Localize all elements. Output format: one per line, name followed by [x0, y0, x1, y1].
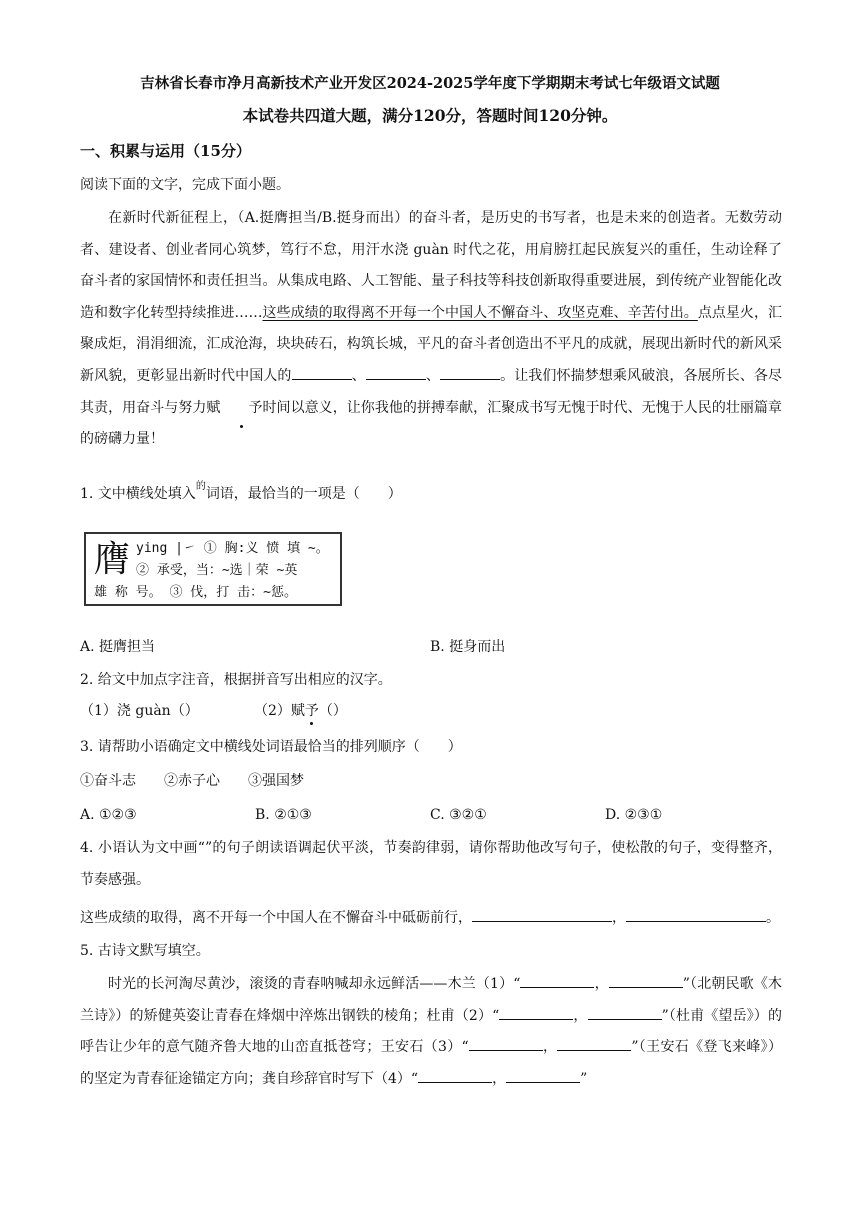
q3-items: ①奋斗志 ②赤子心 ③强国梦	[80, 773, 304, 789]
q3-option-b[interactable]: B. ②①③	[255, 807, 312, 823]
q1-stem: 1. 文中横线处填入$^的$词语，最恰当的一项是（ ）	[80, 481, 402, 502]
q1-option-b[interactable]: B. 挺身而出	[430, 639, 506, 655]
dotted-char: 予	[220, 393, 262, 425]
passage-part2: 点点星火，汇聚成炬，涓涓细流，汇成沧海，块块砖石，构筑长城，平凡的奋斗者创造出不平凡的成就，展现出新时代的新风采新风貌，更彰显出新时代中国人的	[80, 304, 783, 384]
dict-line-3: 雄 称 号。 ③ 伐，打 击：~惩。	[94, 585, 297, 600]
q2-part2[interactable]: （2）赋予（）	[254, 703, 347, 719]
passage-part3a: 。让我们怀揣梦想乘风破浪，各展所长、各尽其责，用奋斗与努力赋	[80, 367, 783, 416]
passage-part1: 在新时代新征程上，（A.挺膺担当/B.挺身而出）的奋斗者，是历史的书写者，也是未来的创造者。无数劳动者、建设者、创业者同心筑梦，笃行不怠，用汗水浇 guàn 时代之花，用肩膀扛起民族复兴的重任，生动诠释了奋斗者的家国情怀和责任担当。从集成电路、人工智能、量子科技等科技创新取得重要进展，到传统产业智能化改造和数字化转型持续推进……	[80, 210, 782, 321]
exam-title: 吉林省长春市净月高新技术产业开发区2024-2025学年度下学期期末考试七年级语文试题	[140, 75, 720, 92]
q5-blank-2a[interactable]	[499, 1005, 573, 1020]
dict-line-1: ying |㇀ ① 胸:义 愤 填 ~。	[136, 541, 329, 556]
q4-sentence: 这些成绩的取得，离不开每一个中国人在不懈奋斗中砥砺前行， ， 。	[80, 907, 780, 928]
q5-blank-4b[interactable]	[506, 1068, 580, 1083]
dictionary-entry-image	[84, 532, 342, 606]
passage-part3b: 时间以意义，让你我他的拼搏奉献，汇聚成书写无愧于时代、无愧于人民的壮丽篇章的磅礴力量！	[80, 399, 783, 448]
passage-blank-3[interactable]	[440, 365, 500, 380]
underlined-sentence: 这些成绩的取得离不开每一个中国人不懈奋斗、攻坚克难、辛苦付出。	[262, 304, 698, 321]
reading-passage: 在新时代新征程上，（A.挺膺担当/B.挺身而出）的奋斗者，是历史的书写者，也是未来的创造者。无数劳动者、建设者、创业者同心筑梦，笃行不怠，用汗水浇 guàn 时代之花，用肩膀扛起民族复兴的重任，生动诠释了奋斗者的家国情怀和责任担当。从集成电路、人工智能、量子科技等科技创新取得重要进展，到传统产业智能化改造和数字化转型持续推进……这些成绩的取得离不开每一个中国人不懈奋斗、攻坚克难、辛苦付出。点点星火，汇聚成炬，涓涓细流，汇成沧海，块块砖石，构筑长城，平凡的奋斗者创造出不平凡的成就，展现出新时代的新风采新风貌，更彰显出新时代中国人的 、 、 。让我们怀揣梦想乘风破浪，各展所长、各尽其责，用奋斗与努力赋 予时间以意义，让你我他的拼搏奉献，汇聚成书写无愧于时代、无愧于人民的壮丽篇章的磅礴力量！	[80, 210, 783, 448]
q3-stem: 3. 请帮助小语确定文中横线处词语最恰当的排列顺序（ ）	[80, 739, 462, 755]
q2-part1[interactable]: （1）浇 guàn（）	[80, 703, 199, 719]
exam-subtitle: 本试卷共四道大题，满分120分，答题时间120分钟。	[242, 106, 618, 125]
q5-blank-1b[interactable]	[609, 973, 683, 988]
dict-headword: 膺	[94, 539, 131, 580]
q3-option-d[interactable]: D. ②③①	[605, 807, 663, 823]
q5-blank-2b[interactable]	[588, 1005, 662, 1020]
q3-option-c[interactable]: C. ③②①	[430, 807, 487, 823]
passage-blank-1[interactable]	[292, 365, 352, 380]
q5-blank-1a[interactable]	[520, 973, 594, 988]
q4-blank-2[interactable]	[626, 907, 766, 922]
q1-option-a[interactable]: A. 挺膺担当	[80, 639, 156, 655]
q5-blank-4a[interactable]	[418, 1068, 492, 1083]
q5-blank-3a[interactable]	[469, 1036, 543, 1051]
passage-blank-2[interactable]	[366, 365, 426, 380]
q2-stem: 2. 给文中加点字注音，根据拼音写出相应的汉字。	[80, 672, 392, 688]
q4-blank-1[interactable]	[472, 907, 612, 922]
q3-option-a[interactable]: A. ①②③	[80, 807, 137, 823]
q5-passage: 时光的长河淘尽黄沙，滚烫的青春呐喊却永远鲜活——木兰（1）“ ， ”（北朝民歌《木兰诗》）的矫健英姿让青春在烽烟中淬炼出钢铁的棱角；杜甫（2）“ ， ”（杜甫《望岳》）的呼告让少年的意气随齐鲁大地的山峦直抵苍穹；王安石（3）“ ， ”（王安石《登飞来峰》）的坚定为青春征途锚定方向；龚自珍辞官时写下（4）“ ， ”	[80, 969, 782, 1095]
reading-intro: 阅读下面的文字，完成下面小题。	[80, 177, 290, 193]
q5-blank-3b[interactable]	[557, 1036, 631, 1051]
q4-stem: 4. 小语认为文中画“”的句子朗读语调起伏平淡，节奏韵律弱，请你帮助他改写句子，使松散的句子，变得整齐，节奏感强。	[80, 840, 782, 888]
q5-stem: 5. 古诗文默写填空。	[80, 943, 210, 959]
section-heading: 一、积累与运用（15分）	[80, 142, 251, 160]
dict-line-2: ② 承受，当：~选｜荣 ~英	[136, 563, 298, 578]
